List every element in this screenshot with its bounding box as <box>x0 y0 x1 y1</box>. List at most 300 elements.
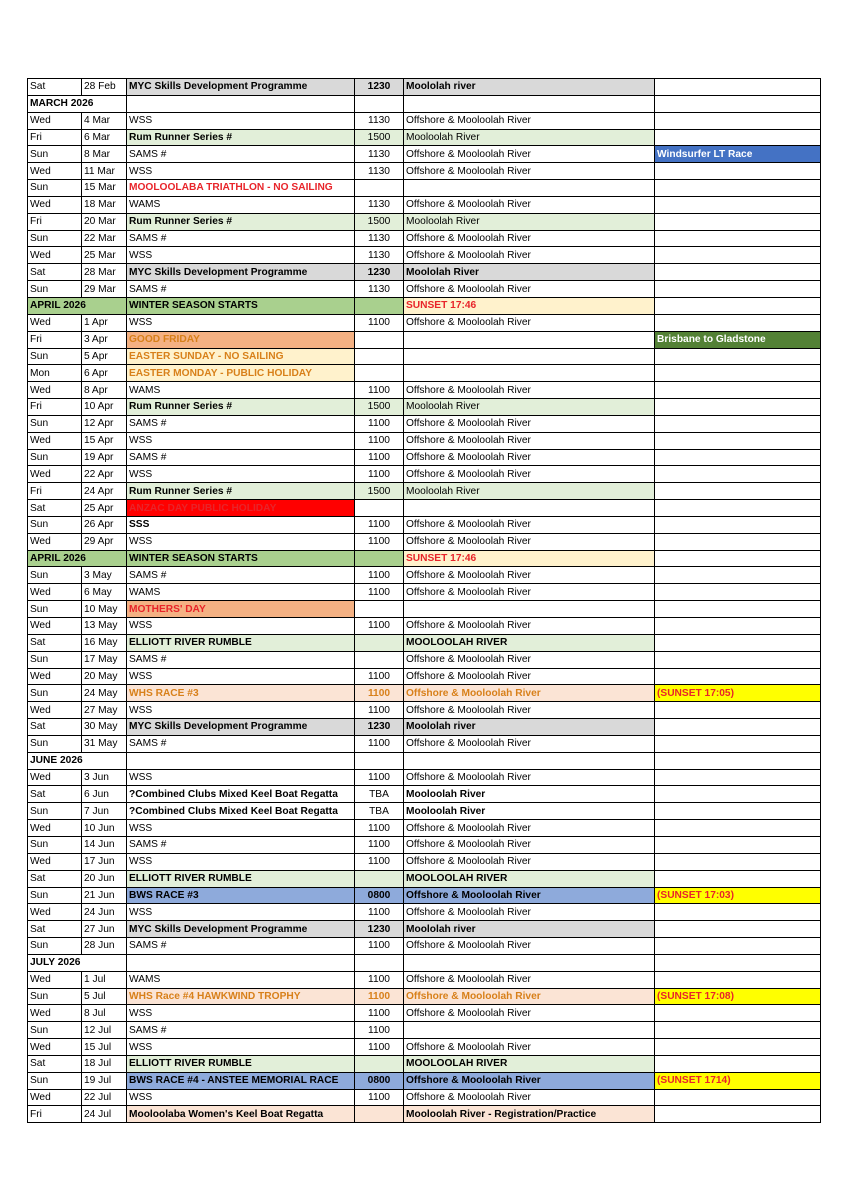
notes-cell <box>655 449 821 466</box>
location-cell <box>404 1022 655 1039</box>
notes-cell <box>655 314 821 331</box>
notes-cell <box>655 971 821 988</box>
date-cell: 5 Apr <box>82 348 127 365</box>
time-cell <box>355 651 404 668</box>
location-cell: Offshore & Mooloolah River <box>404 769 655 786</box>
event-cell: ?Combined Clubs Mixed Keel Boat Regatta <box>127 786 355 803</box>
location-cell: Offshore & Mooloolah River <box>404 163 655 180</box>
notes-cell <box>655 196 821 213</box>
event-cell: Rum Runner Series # <box>127 399 355 416</box>
location-cell: Mooloolah River <box>404 399 655 416</box>
location-cell: Offshore & Mooloolah River <box>404 1072 655 1089</box>
location-cell <box>404 331 655 348</box>
date-cell: 30 May <box>82 719 127 736</box>
schedule-row <box>28 163 821 180</box>
schedule-row <box>28 516 821 533</box>
event-cell: WSS <box>127 1089 355 1106</box>
time-cell: 1100 <box>355 533 404 550</box>
notes-cell <box>655 769 821 786</box>
notes-cell <box>655 129 821 146</box>
notes-cell <box>655 533 821 550</box>
time-cell: 1100 <box>355 1005 404 1022</box>
location-cell: Offshore & Mooloolah River <box>404 415 655 432</box>
date-cell: 14 Jun <box>82 836 127 853</box>
schedule-row <box>28 129 821 146</box>
date-cell: 17 Jun <box>82 853 127 870</box>
event-cell: WAMS <box>127 196 355 213</box>
date-cell: 25 Mar <box>82 247 127 264</box>
notes-cell <box>655 1022 821 1039</box>
day-cell: Sun <box>28 415 82 432</box>
date-cell: 25 Apr <box>82 500 127 517</box>
event-cell: SAMS # <box>127 938 355 955</box>
day-cell: Wed <box>28 584 82 601</box>
notes-cell <box>655 820 821 837</box>
notes-cell <box>655 483 821 500</box>
event-cell: WSS <box>127 904 355 921</box>
day-cell: Wed <box>28 196 82 213</box>
time-cell: 1100 <box>355 668 404 685</box>
location-cell: Mooloolah River <box>404 129 655 146</box>
schedule-row <box>28 567 821 584</box>
date-cell: 1 Jul <box>82 971 127 988</box>
event-cell: MYC Skills Development Programme <box>127 264 355 281</box>
day-cell: Sat <box>28 1055 82 1072</box>
location-cell: Offshore & Mooloolah River <box>404 432 655 449</box>
time-cell: 1130 <box>355 146 404 163</box>
notes-cell <box>655 1055 821 1072</box>
event-cell: WSS <box>127 466 355 483</box>
day-cell: Wed <box>28 163 82 180</box>
location-cell: Offshore & Mooloolah River <box>404 281 655 298</box>
event-cell: WSS <box>127 618 355 635</box>
time-cell: 1130 <box>355 230 404 247</box>
date-cell: 1 Apr <box>82 314 127 331</box>
event-cell: WAMS <box>127 382 355 399</box>
schedule-row <box>28 79 821 96</box>
schedule-row <box>28 146 821 163</box>
day-cell: Sat <box>28 79 82 96</box>
day-cell: Sun <box>28 601 82 618</box>
date-cell: 22 Apr <box>82 466 127 483</box>
notes-cell <box>655 466 821 483</box>
notes-cell <box>655 803 821 820</box>
day-cell: Mon <box>28 365 82 382</box>
location-cell: Offshore & Mooloolah River <box>404 584 655 601</box>
schedule-row <box>28 735 821 752</box>
notes-cell <box>655 213 821 230</box>
time-cell: 1130 <box>355 247 404 264</box>
month-heading-row <box>28 95 821 112</box>
location-cell <box>404 752 655 769</box>
time-cell: 1500 <box>355 483 404 500</box>
day-cell: APRIL 2026 <box>28 550 127 567</box>
date-cell: 8 Mar <box>82 146 127 163</box>
event-cell: WSS <box>127 247 355 264</box>
notes-cell <box>655 79 821 96</box>
location-cell: Offshore & Mooloolah River <box>404 516 655 533</box>
day-cell: Wed <box>28 853 82 870</box>
date-cell: 20 Mar <box>82 213 127 230</box>
day-cell: Sat <box>28 634 82 651</box>
event-cell <box>127 752 355 769</box>
day-cell: Sun <box>28 567 82 584</box>
event-cell: ELLIOTT RIVER RUMBLE <box>127 634 355 651</box>
notes-cell <box>655 853 821 870</box>
time-cell: 1100 <box>355 449 404 466</box>
time-cell: 1100 <box>355 971 404 988</box>
schedule-row <box>28 786 821 803</box>
event-cell: ELLIOTT RIVER RUMBLE <box>127 870 355 887</box>
date-cell: 24 Jun <box>82 904 127 921</box>
day-cell: Sun <box>28 735 82 752</box>
notes-cell <box>655 836 821 853</box>
date-cell: 3 May <box>82 567 127 584</box>
schedule-row <box>28 702 821 719</box>
time-cell: 1100 <box>355 769 404 786</box>
notes-cell <box>655 180 821 197</box>
date-cell: 22 Mar <box>82 230 127 247</box>
event-cell: SAMS # <box>127 836 355 853</box>
location-cell: Offshore & Mooloolah River <box>404 904 655 921</box>
time-cell: 1500 <box>355 399 404 416</box>
day-cell: JULY 2026 <box>28 954 127 971</box>
time-cell: 1100 <box>355 466 404 483</box>
month-heading-row <box>28 752 821 769</box>
location-cell: Offshore & Mooloolah River <box>404 112 655 129</box>
notes-cell <box>655 719 821 736</box>
notes-cell <box>655 786 821 803</box>
event-cell: MYC Skills Development Programme <box>127 79 355 96</box>
date-cell: 20 May <box>82 668 127 685</box>
time-cell: TBA <box>355 803 404 820</box>
notes-cell <box>655 432 821 449</box>
date-cell: 3 Jun <box>82 769 127 786</box>
event-cell: WSS <box>127 112 355 129</box>
day-cell: Fri <box>28 213 82 230</box>
time-cell: 1130 <box>355 112 404 129</box>
event-cell: WAMS <box>127 971 355 988</box>
time-cell: 1100 <box>355 382 404 399</box>
location-cell: SUNSET 17:46 <box>404 297 655 314</box>
schedule-row <box>28 988 821 1005</box>
day-cell: Wed <box>28 618 82 635</box>
schedule-row <box>28 196 821 213</box>
date-cell: 10 Apr <box>82 399 127 416</box>
location-cell: Moololah River <box>404 264 655 281</box>
notes-cell <box>655 1106 821 1123</box>
date-cell: 20 Jun <box>82 870 127 887</box>
day-cell: Sun <box>28 803 82 820</box>
season-row <box>28 550 821 567</box>
location-cell: Offshore & Mooloolah River <box>404 685 655 702</box>
day-cell: APRIL 2026 <box>28 297 127 314</box>
schedule-row <box>28 348 821 365</box>
time-cell: 1500 <box>355 129 404 146</box>
notes-cell: (SUNSET 17:03) <box>655 887 821 904</box>
notes-cell <box>655 1039 821 1056</box>
event-cell: WSS <box>127 853 355 870</box>
day-cell: Wed <box>28 1089 82 1106</box>
notes-cell <box>655 1005 821 1022</box>
day-cell: Sun <box>28 146 82 163</box>
event-cell: WSS <box>127 533 355 550</box>
schedule-row <box>28 180 821 197</box>
location-cell: Offshore & Mooloolah River <box>404 938 655 955</box>
event-cell: ANZAC DAY PUBLIC HOLIDAY <box>127 500 355 517</box>
location-cell: Offshore & Mooloolah River <box>404 702 655 719</box>
location-cell: Offshore & Mooloolah River <box>404 196 655 213</box>
time-cell: 1230 <box>355 79 404 96</box>
location-cell: Moololah river <box>404 719 655 736</box>
notes-cell <box>655 938 821 955</box>
time-cell: 1100 <box>355 432 404 449</box>
location-cell: Moololah river <box>404 921 655 938</box>
time-cell <box>355 95 404 112</box>
time-cell: 1100 <box>355 516 404 533</box>
date-cell: 6 Apr <box>82 365 127 382</box>
schedule-row <box>28 466 821 483</box>
location-cell: SUNSET 17:46 <box>404 550 655 567</box>
date-cell: 19 Apr <box>82 449 127 466</box>
event-cell: SAMS # <box>127 1022 355 1039</box>
time-cell <box>355 870 404 887</box>
time-cell: 1100 <box>355 685 404 702</box>
time-cell <box>355 1055 404 1072</box>
notes-cell <box>655 651 821 668</box>
location-cell <box>404 180 655 197</box>
location-cell: Offshore & Mooloolah River <box>404 1089 655 1106</box>
schedule-row <box>28 870 821 887</box>
day-cell: Wed <box>28 247 82 264</box>
time-cell: 1100 <box>355 836 404 853</box>
date-cell: 18 Mar <box>82 196 127 213</box>
location-cell <box>404 601 655 618</box>
date-cell: 15 Jul <box>82 1039 127 1056</box>
schedule-row <box>28 432 821 449</box>
day-cell: Wed <box>28 820 82 837</box>
location-cell: Offshore & Mooloolah River <box>404 382 655 399</box>
notes-cell <box>655 584 821 601</box>
date-cell: 13 May <box>82 618 127 635</box>
day-cell: Fri <box>28 399 82 416</box>
schedule-row <box>28 601 821 618</box>
notes-cell <box>655 921 821 938</box>
notes-cell <box>655 516 821 533</box>
date-cell: 24 May <box>82 685 127 702</box>
date-cell: 19 Jul <box>82 1072 127 1089</box>
event-cell: BWS RACE #3 <box>127 887 355 904</box>
notes-cell: (SUNSET 17:08) <box>655 988 821 1005</box>
event-cell: WAMS <box>127 584 355 601</box>
schedule-row <box>28 719 821 736</box>
day-cell: Wed <box>28 1005 82 1022</box>
location-cell: Offshore & Mooloolah River <box>404 466 655 483</box>
day-cell: Wed <box>28 904 82 921</box>
location-cell: MOOLOOLAH RIVER <box>404 870 655 887</box>
date-cell: 29 Apr <box>82 533 127 550</box>
schedule-row <box>28 618 821 635</box>
event-cell: MOOLOOLABA TRIATHLON - NO SAILING <box>127 180 355 197</box>
time-cell <box>355 348 404 365</box>
schedule-row <box>28 651 821 668</box>
schedule-row <box>28 365 821 382</box>
time-cell: 1100 <box>355 1022 404 1039</box>
event-cell: Rum Runner Series # <box>127 129 355 146</box>
day-cell: Wed <box>28 769 82 786</box>
schedule-row <box>28 584 821 601</box>
schedule-row <box>28 904 821 921</box>
time-cell: 1130 <box>355 281 404 298</box>
event-cell: Rum Runner Series # <box>127 213 355 230</box>
event-cell: WSS <box>127 820 355 837</box>
date-cell: 28 Mar <box>82 264 127 281</box>
notes-cell <box>655 365 821 382</box>
notes-cell <box>655 752 821 769</box>
date-cell: 12 Jul <box>82 1022 127 1039</box>
notes-cell <box>655 1089 821 1106</box>
date-cell: 18 Jul <box>82 1055 127 1072</box>
schedule-row <box>28 112 821 129</box>
date-cell: 28 Feb <box>82 79 127 96</box>
schedule-row <box>28 1089 821 1106</box>
notes-cell <box>655 550 821 567</box>
location-cell: Offshore & Mooloolah River <box>404 618 655 635</box>
day-cell: Sun <box>28 1072 82 1089</box>
date-cell: 7 Jun <box>82 803 127 820</box>
schedule-row <box>28 971 821 988</box>
event-cell: SAMS # <box>127 230 355 247</box>
day-cell: Sun <box>28 651 82 668</box>
time-cell: 0800 <box>355 1072 404 1089</box>
schedule-row <box>28 264 821 281</box>
schedule-row <box>28 331 821 348</box>
location-cell: Offshore & Mooloolah River <box>404 146 655 163</box>
event-cell: WSS <box>127 163 355 180</box>
location-cell: Offshore & Mooloolah River <box>404 735 655 752</box>
time-cell: 1130 <box>355 163 404 180</box>
event-cell: WHS Race #4 HAWKWIND TROPHY <box>127 988 355 1005</box>
time-cell: 1100 <box>355 314 404 331</box>
date-cell: 10 Jun <box>82 820 127 837</box>
location-cell: Mooloolah River <box>404 213 655 230</box>
event-cell: Mooloolaba Women's Keel Boat Regatta <box>127 1106 355 1123</box>
location-cell <box>404 348 655 365</box>
time-cell: 1100 <box>355 853 404 870</box>
location-cell <box>404 95 655 112</box>
sailing-schedule-table <box>27 78 821 1123</box>
time-cell <box>355 752 404 769</box>
schedule-row <box>28 836 821 853</box>
day-cell: Sun <box>28 449 82 466</box>
date-cell: 17 May <box>82 651 127 668</box>
notes-cell <box>655 399 821 416</box>
event-cell: ?Combined Clubs Mixed Keel Boat Regatta <box>127 803 355 820</box>
location-cell: Offshore & Mooloolah River <box>404 836 655 853</box>
date-cell: 5 Jul <box>82 988 127 1005</box>
location-cell: Offshore & Mooloolah River <box>404 449 655 466</box>
event-cell: WSS <box>127 1005 355 1022</box>
location-cell: Offshore & Mooloolah River <box>404 668 655 685</box>
day-cell: Sun <box>28 281 82 298</box>
notes-cell <box>655 735 821 752</box>
notes-cell <box>655 281 821 298</box>
event-cell: WSS <box>127 769 355 786</box>
event-cell: WSS <box>127 432 355 449</box>
notes-cell <box>655 163 821 180</box>
schedule-row <box>28 887 821 904</box>
schedule-row <box>28 820 821 837</box>
season-row <box>28 297 821 314</box>
day-cell: Sun <box>28 685 82 702</box>
time-cell <box>355 180 404 197</box>
time-cell: 1500 <box>355 213 404 230</box>
schedule-row <box>28 938 821 955</box>
date-cell: 29 Mar <box>82 281 127 298</box>
location-cell: Offshore & Mooloolah River <box>404 230 655 247</box>
time-cell: 1100 <box>355 1039 404 1056</box>
day-cell: Sat <box>28 921 82 938</box>
notes-cell <box>655 668 821 685</box>
event-cell: SSS <box>127 516 355 533</box>
day-cell: Sun <box>28 230 82 247</box>
notes-cell <box>655 95 821 112</box>
schedule-row <box>28 281 821 298</box>
event-cell <box>127 954 355 971</box>
day-cell: Fri <box>28 483 82 500</box>
time-cell: TBA <box>355 786 404 803</box>
event-cell: WINTER SEASON STARTS <box>127 550 355 567</box>
time-cell <box>355 297 404 314</box>
schedule-row <box>28 247 821 264</box>
schedule-row <box>28 1022 821 1039</box>
day-cell: Wed <box>28 971 82 988</box>
time-cell: 1100 <box>355 735 404 752</box>
schedule-row <box>28 213 821 230</box>
event-cell <box>127 95 355 112</box>
notes-cell <box>655 870 821 887</box>
date-cell: 8 Apr <box>82 382 127 399</box>
event-cell: MYC Skills Development Programme <box>127 921 355 938</box>
schedule-row <box>28 634 821 651</box>
event-cell: SAMS # <box>127 415 355 432</box>
time-cell: 1100 <box>355 1089 404 1106</box>
notes-cell <box>655 954 821 971</box>
schedule-row <box>28 1039 821 1056</box>
schedule-row <box>28 803 821 820</box>
date-cell: 27 Jun <box>82 921 127 938</box>
event-cell: Rum Runner Series # <box>127 483 355 500</box>
time-cell <box>355 365 404 382</box>
location-cell <box>404 500 655 517</box>
notes-cell <box>655 567 821 584</box>
event-cell: GOOD FRIDAY <box>127 331 355 348</box>
location-cell: Offshore & Mooloolah River <box>404 1039 655 1056</box>
notes-cell <box>655 247 821 264</box>
notes-cell <box>655 601 821 618</box>
date-cell: 10 May <box>82 601 127 618</box>
schedule-row <box>28 769 821 786</box>
date-cell: 24 Jul <box>82 1106 127 1123</box>
location-cell: Moololah river <box>404 79 655 96</box>
time-cell <box>355 331 404 348</box>
event-cell: SAMS # <box>127 146 355 163</box>
date-cell: 31 May <box>82 735 127 752</box>
date-cell: 6 Mar <box>82 129 127 146</box>
location-cell: Mooloolah River <box>404 803 655 820</box>
day-cell: Sun <box>28 516 82 533</box>
notes-cell: (SUNSET 17:05) <box>655 685 821 702</box>
